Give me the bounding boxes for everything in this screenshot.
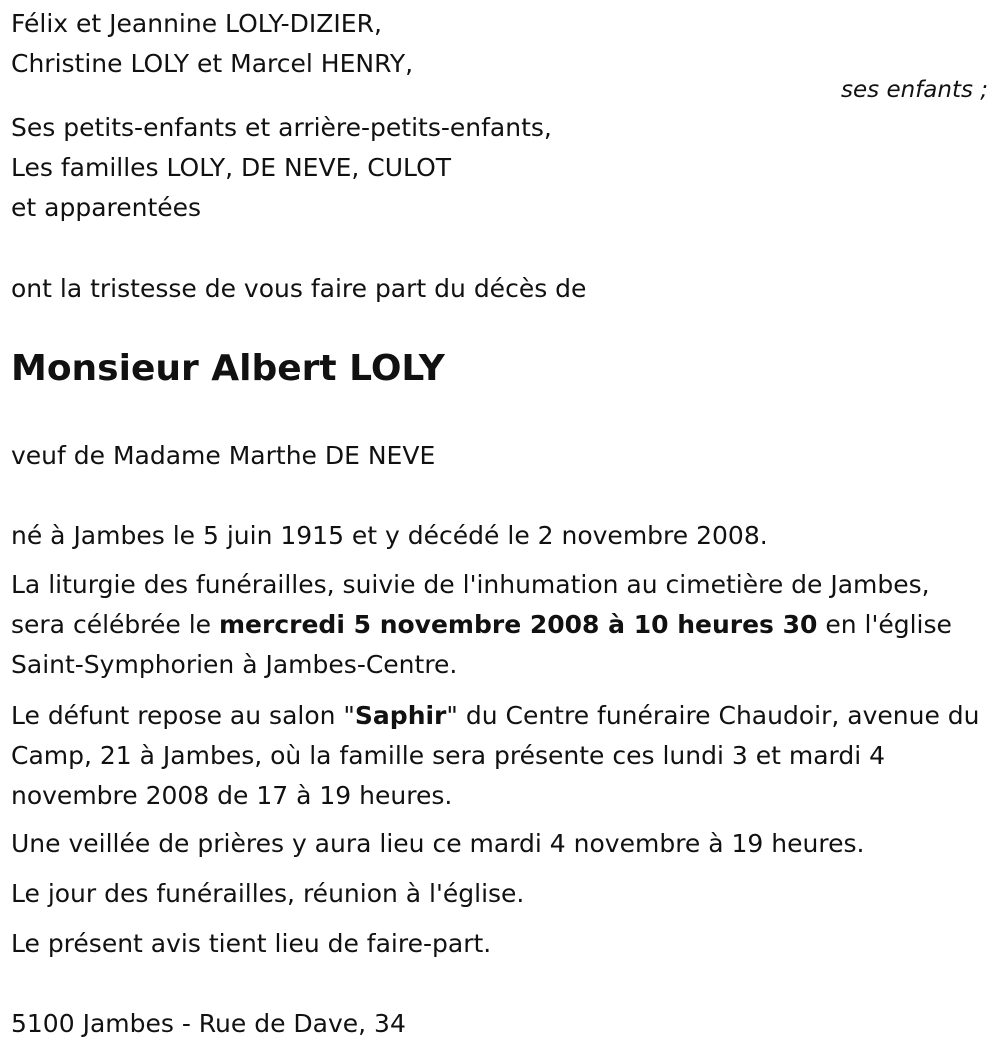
funeral-paragraph — [11, 565, 991, 685]
widow-of-text: veuf de Madame Marthe DE NEVE — [11, 441, 436, 470]
funeral-text-after: en l'église Saint-Symphorien à Jambes-Centre. — [11, 610, 952, 679]
birth-death-text: né à Jambes le 5 juin 1915 et y décédé le 2 novembre 2008. — [11, 521, 768, 550]
vigil-text: Une veillée de prières y aura lieu ce mardi 4 novembre à 19 heures. — [11, 829, 865, 858]
salon-name: Saphir — [354, 701, 447, 730]
family-line-5: et apparentées — [11, 193, 202, 222]
deceased-name: Monsieur Albert LOLY — [11, 348, 445, 389]
rest-text-after: " du Centre funéraire Chaudoir, avenue du Camp, 21 à Jambes, où la famille sera présente ces lundi 3 et mardi 4 novembre 2008 de 17 à 19 heures. — [11, 701, 980, 810]
meeting-text: Le jour des funérailles, réunion à l'église. — [11, 879, 525, 908]
announcement-text: ont la tristesse de vous faire part du décès de — [11, 274, 587, 303]
notice-text: Le présent avis tient lieu de faire-part. — [11, 929, 492, 958]
family-line-1: Félix et Jeannine LOLY-DIZIER, — [11, 9, 382, 38]
funeral-date-time: mercredi 5 novembre 2008 à 10 heures 30 — [218, 610, 818, 639]
rest-text-before: Le défunt repose au salon " — [11, 701, 355, 730]
funeral-text-before: La liturgie des funérailles, suivie de l'inhumation au cimetière de Jambes, sera célébrée le — [11, 570, 930, 639]
family-line-3: Ses petits-enfants et arrière-petits-enfants, — [11, 113, 552, 142]
family-line-4: Les familles LOLY, DE NEVE, CULOT — [11, 153, 452, 182]
address-text: 5100 Jambes - Rue de Dave, 34 — [11, 1009, 406, 1038]
rest-paragraph — [11, 696, 991, 816]
family-line-2: Christine LOLY et Marcel HENRY, — [11, 49, 414, 78]
children-label: ses enfants ; — [841, 77, 988, 103]
